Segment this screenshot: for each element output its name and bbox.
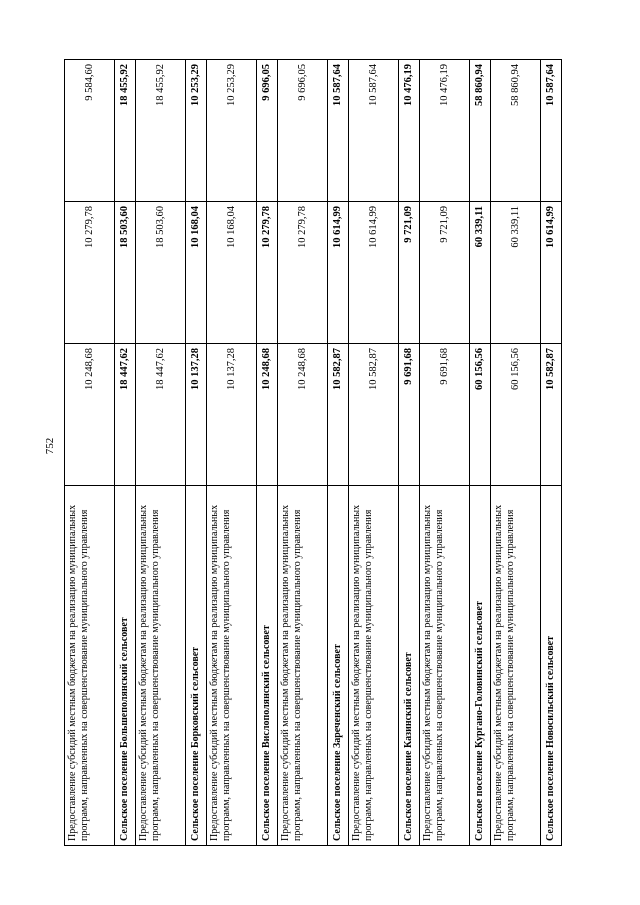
value-cell-3: 9 696,05 xyxy=(278,60,328,202)
value-cell-2: 18 503,60 xyxy=(136,202,186,344)
value-cell-2: 10 614,99 xyxy=(328,202,349,344)
value-cell-1: 18 447,62 xyxy=(115,344,136,486)
value-cell-2: 10 279,78 xyxy=(65,202,115,344)
value-cell-1: 60 156,56 xyxy=(491,344,541,486)
row-name-cell: Предоставление субсидий местным бюджетам на реализацию муниципальных программ, направленных на совершенствование муниципального управления xyxy=(420,486,470,846)
subsidy-row xyxy=(491,60,541,846)
value-cell-3: 10 587,64 xyxy=(328,60,349,202)
row-name-cell: Предоставление субсидий местным бюджетам на реализацию муниципальных программ, направленных на совершенствование муниципального управления xyxy=(349,486,399,846)
value-cell-3: 10 476,19 xyxy=(420,60,470,202)
settlement-row xyxy=(257,60,278,846)
value-cell-2: 10 168,04 xyxy=(186,202,207,344)
budget-table xyxy=(64,59,562,846)
row-name-cell: Сельское поселение Кургано-Головинский сельсовет xyxy=(470,486,491,846)
settlement-row xyxy=(328,60,349,846)
subsidy-row xyxy=(420,60,470,846)
value-cell-2: 10 614,99 xyxy=(541,202,562,344)
settlement-row xyxy=(399,60,420,846)
value-cell-3: 58 860,94 xyxy=(491,60,541,202)
page-number: 752 xyxy=(44,437,56,455)
value-cell-1: 9 691,68 xyxy=(399,344,420,486)
settlement-row xyxy=(186,60,207,846)
subsidy-row xyxy=(349,60,399,846)
value-cell-1: 10 582,87 xyxy=(541,344,562,486)
value-cell-3: 9 696,05 xyxy=(257,60,278,202)
subsidy-row xyxy=(207,60,257,846)
value-cell-2: 60 339,11 xyxy=(491,202,541,344)
value-cell-2: 9 721,09 xyxy=(399,202,420,344)
value-cell-1: 10 248,68 xyxy=(65,344,115,486)
settlement-row xyxy=(470,60,491,846)
value-cell-1: 10 137,28 xyxy=(186,344,207,486)
subsidy-row xyxy=(65,60,115,846)
value-cell-2: 10 279,78 xyxy=(257,202,278,344)
value-cell-1: 60 156,56 xyxy=(470,344,491,486)
value-cell-2: 60 339,11 xyxy=(470,202,491,344)
subsidy-row xyxy=(278,60,328,846)
value-cell-1: 9 691,68 xyxy=(420,344,470,486)
row-name-cell: Сельское поселение Вислополянский сельсовет xyxy=(257,486,278,846)
settlement-row xyxy=(541,60,562,846)
value-cell-3: 18 455,92 xyxy=(136,60,186,202)
value-cell-2: 9 721,09 xyxy=(420,202,470,344)
table-body xyxy=(65,60,562,846)
value-cell-2: 10 168,04 xyxy=(207,202,257,344)
row-name-cell: Сельское поселение Борковский сельсовет xyxy=(186,486,207,846)
value-cell-2: 18 503,60 xyxy=(115,202,136,344)
value-cell-3: 18 455,92 xyxy=(115,60,136,202)
value-cell-1: 10 582,87 xyxy=(349,344,399,486)
row-name-cell: Предоставление субсидий местным бюджетам на реализацию муниципальных программ, направленных на совершенствование муниципального управления xyxy=(207,486,257,846)
value-cell-3: 10 253,29 xyxy=(186,60,207,202)
subsidy-row xyxy=(136,60,186,846)
value-cell-1: 10 137,28 xyxy=(207,344,257,486)
row-name-cell: Предоставление субсидий местным бюджетам на реализацию муниципальных программ, направленных на совершенствование муниципального управления xyxy=(278,486,328,846)
row-name-cell: Сельское поселение Новосильский сельсовет xyxy=(541,486,562,846)
value-cell-1: 10 248,68 xyxy=(257,344,278,486)
value-cell-3: 58 860,94 xyxy=(470,60,491,202)
row-name-cell: Сельское поселение Казинский сельсовет xyxy=(399,486,420,846)
row-name-cell: Сельское поселение Большеполянский сельсовет xyxy=(115,486,136,846)
value-cell-2: 10 279,78 xyxy=(278,202,328,344)
row-name-cell: Предоставление субсидий местным бюджетам на реализацию муниципальных программ, направленных на совершенствование муниципального управления xyxy=(491,486,541,846)
row-name-cell: Предоставление субсидий местным бюджетам на реализацию муниципальных программ, направленных на совершенствование муниципального управления xyxy=(65,486,115,846)
row-name-cell: Предоставление субсидий местным бюджетам на реализацию муниципальных программ, направленных на совершенствование муниципального управления xyxy=(136,486,186,846)
value-cell-3: 10 587,64 xyxy=(349,60,399,202)
value-cell-1: 10 582,87 xyxy=(328,344,349,486)
rotated-table-wrapper xyxy=(64,60,556,846)
value-cell-3: 10 253,29 xyxy=(207,60,257,202)
value-cell-3: 10 587,64 xyxy=(541,60,562,202)
value-cell-2: 10 614,99 xyxy=(349,202,399,344)
value-cell-3: 9 584,60 xyxy=(65,60,115,202)
settlement-row xyxy=(115,60,136,846)
row-name-cell: Сельское поселение Зареченский сельсовет xyxy=(328,486,349,846)
value-cell-3: 10 476,19 xyxy=(399,60,420,202)
value-cell-1: 10 248,68 xyxy=(278,344,328,486)
value-cell-1: 18 447,62 xyxy=(136,344,186,486)
